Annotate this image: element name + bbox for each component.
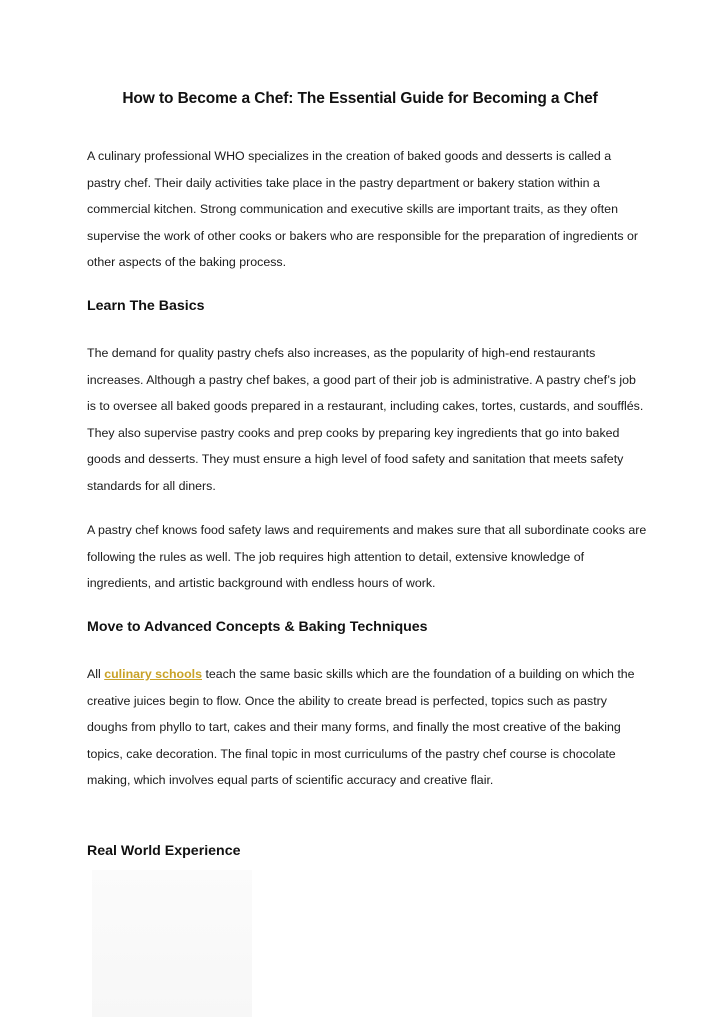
culinary-schools-link[interactable]: culinary schools xyxy=(104,667,203,681)
intro-paragraph: A culinary professional WHO specializes in the creation of baked goods and desserts is called a pastry chef. Their daily activities take place in the pastry department or bakery station within a commercial kitchen. Strong communication and executive skills are important traits, as they often supervise the work of other cooks or bakers who are responsible for the preparation of ingredients or other aspects of the baking process. xyxy=(87,149,638,269)
advanced-concepts-paragraph xyxy=(87,661,647,794)
learn-basics-paragraph-2: A pastry chef knows food safety laws and requirements and makes sure that all subordinate cooks are following the rules as well. The job requires high attention to detail, extensive knowledge of ingredients, and artistic background with endless hours of work. xyxy=(87,523,647,590)
section-heading-real-world-experience: Real World Experience xyxy=(87,843,241,859)
paragraph-suffix: teach the same basic skills which are the foundation of a building on which the creative juices begin to flow. Once the ability to create bread is perfected, topics such as pastry doughs from phyllo to tart, cakes and their many forms, and finally the most creative of the baking topics, cake decoration. The final topic in most curriculums of the pastry chef course is chocolate making, which involves equal parts of scientific accuracy and creative flair. xyxy=(87,667,635,787)
section-heading-learn-basics: Learn The Basics xyxy=(87,298,205,314)
document-title: How to Become a Chef: The Essential Guide for Becoming a Chef xyxy=(122,90,598,107)
section-heading-advanced-concepts: Move to Advanced Concepts & Baking Techniques xyxy=(87,619,428,635)
faint-image-placeholder xyxy=(92,870,252,1017)
learn-basics-paragraph-1: The demand for quality pastry chefs also increases, as the popularity of high-end restaurants increases. Although a pastry chef bakes, a good part of their job is administrative. A pastry chef’s job is to oversee all baked goods prepared in a restaurant, including cakes, tortes, custards, and soufflés. They also supervise pastry cooks and prep cooks by preparing key ingredients that go into baked goods and desserts. They must ensure a high level of food safety and sanitation that meets safety standards for all diners. xyxy=(87,346,644,493)
paragraph-prefix: All xyxy=(87,667,105,681)
